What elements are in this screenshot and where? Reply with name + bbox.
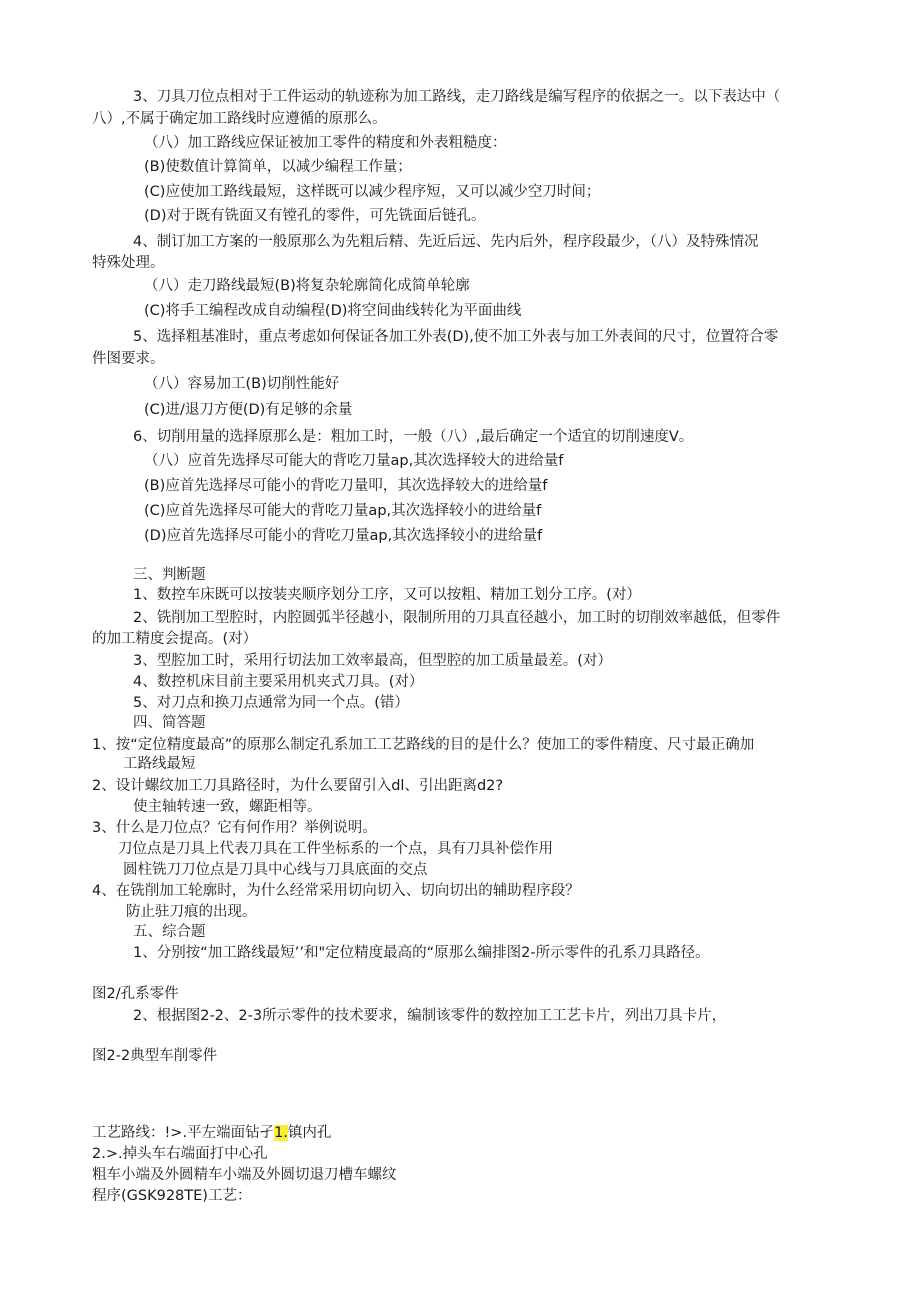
- judge-title: 三、判断题: [133, 567, 206, 583]
- figure-caption-turning-part: 图2-2典型车削零件: [92, 1048, 218, 1064]
- figure-caption-hole-part: 图2/孔系零件: [92, 986, 179, 1002]
- q5-stem-line2: 件图要求。: [92, 351, 165, 367]
- q3-option-c: (C)应使加工路线最短，这样既可以减少程序短，又可以减少空刀时间；: [144, 184, 601, 200]
- short-a4: 防止驻刀痕的出现。: [126, 904, 257, 920]
- q6-option-b: (B)应首先选择尽可能小的背吃刀量叩，其次选择较大的进给量f: [144, 478, 548, 494]
- route-line4: 程序(GSK928TE)工艺：: [92, 1188, 252, 1204]
- q3-stem-line2: 八）,不属于确定加工路线时应遵循的原那么。: [92, 111, 387, 127]
- judge-item-2-line2: 的加工精度会提高。(对）: [92, 631, 258, 647]
- q5-options-ab: （八）容易加工(B)切削性能好: [144, 376, 340, 392]
- route-line1-start: 工艺路线：!>.平左端面钻孑: [92, 1125, 275, 1141]
- short-q3: 3、什么是刀位点？它有何作用？举例说明。: [92, 820, 377, 836]
- comp-q2: 2、根据图2-2、2-3所示零件的技术要求，编制该零件的数控加工工艺卡片，列出刀具卡片，: [133, 1008, 727, 1024]
- comp-q1: 1、分别按“加工路线最短’’和"定位精度最高的“原那么编排图2-所示零件的孔系刀具路径。: [133, 945, 710, 961]
- q3-option-a: （八）加工路线应保证被加工零件的精度和外表粗糙度：: [144, 135, 507, 151]
- q3-option-b: (B)使数值计算简单，以减少编程工作量；: [144, 159, 412, 175]
- short-a2: 使主轴转速一致，螺距相等。: [133, 799, 322, 815]
- judge-item-3: 3、型腔加工时，采用行切法加工效率最高，但型腔的加工质量最差。(对）: [133, 653, 612, 669]
- short-q4: 4、在铣削加工轮廓时，为什么经常采用切向切入、切向切出的辅助程序段？: [92, 883, 580, 899]
- q4-stem-line1: 4、制订加工方案的一般原那么为先粗后精、先近后远、先内后外，程序段最少，（八）及特殊情况: [133, 234, 759, 250]
- q5-options-cd: (C)进/退刀方便(D)有足够的余量: [144, 402, 353, 418]
- judge-item-5: 5、对刀点和换刀点通常为同一个点。(错）: [133, 695, 409, 711]
- short-a3-line1: 刀位点是刀具上代表刀具在工件坐标系的一个点，具有刀具补偿作用: [118, 841, 553, 857]
- short-q1: 1、按“定位精度最高”的原那么制定孔系加工工艺路线的目的是什么？使加工的零件精度、尺寸最正确加: [92, 737, 755, 753]
- highlighted-step-number: 1.: [274, 1125, 288, 1141]
- judge-item-1: 1、数控车床既可以按装夹顺序划分工序，又可以按粗、精加工划分工序。(对）: [133, 587, 641, 603]
- route-line3: 粗车小端及外圆精车小端及外圆切退刀槽车螺纹: [92, 1167, 397, 1183]
- q5-stem-line1: 5、选择粗基准时，重点考虑如何保证各加工外表(D),使不加工外表与加工外表间的尺寸，位置符合零: [133, 329, 779, 345]
- short-title: 四、简答题: [133, 715, 206, 731]
- comp-title: 五、综合题: [133, 924, 206, 940]
- q3-stem-line1: 3、刀具刀位点相对于工件运动的轨迹称为加工路线，走刀路线是编写程序的依据之一。以下表达中（: [133, 89, 781, 105]
- q3-option-d: (D)对于既有铣面又有镗孔的零件，可先铣面后链孔。: [144, 208, 486, 224]
- q6-option-c: (C)应首先选择尽可能大的背吃刀量ap,其次选择较小的进给量f: [144, 503, 542, 519]
- short-a3-line2: 圆柱铣刀刀位点是刀具中心线与刀具底面的交点: [123, 862, 428, 878]
- route-line1-end: 镇内孔: [287, 1125, 332, 1141]
- q4-options-cd: (C)将手工编程改成自动编程(D)将空间曲线转化为平面曲线: [144, 303, 522, 319]
- judge-item-4: 4、数控机床目前主要采用机夹式刀具。(对）: [133, 674, 424, 690]
- judge-item-2-line1: 2、铣削加工型腔时，内腔圆弧半径越小，限制所用的刀具直径越小，加工时的切削效率越低，但零件: [133, 610, 781, 626]
- q6-option-d: (D)应首先选择尽可能小的背吃刀量ap,其次选择较小的进给量f: [144, 528, 543, 544]
- q4-options-ab: （八）走刀路线最短(B)将复杂轮廓简化成简单轮廓: [144, 278, 470, 294]
- short-a1: 工路线最短: [123, 756, 196, 772]
- route-line1: [92, 1124, 331, 1142]
- q6-stem: 6、切削用量的选择原那么是：粗加工时，一般（八）,最后确定一个适宜的切削速度V。: [133, 429, 694, 445]
- q4-stem-line2: 特殊处理。: [92, 255, 165, 271]
- q6-option-a: （八）应首先选择尽可能大的背吃刀量ap,其次选择较大的进给量f: [144, 453, 564, 469]
- route-line2: 2.>.掉头车右端面打中心孔: [92, 1146, 268, 1162]
- short-q2: 2、设计螺纹加工刀具路径时，为什么要留引入dl、引出距离d2?: [92, 778, 504, 794]
